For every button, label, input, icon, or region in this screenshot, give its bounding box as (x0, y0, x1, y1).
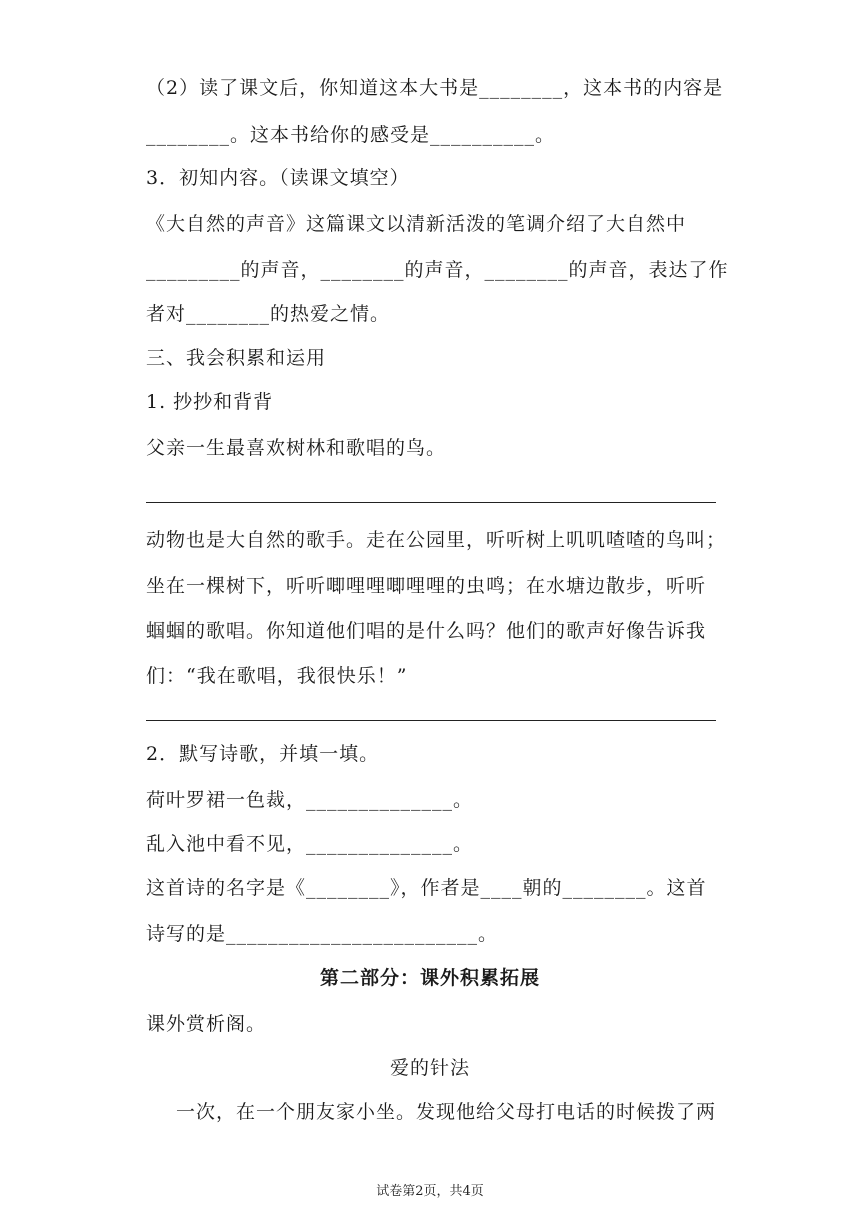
poem-line-2: 乱入池中看不见，______________。 (146, 833, 474, 855)
paragraph-line-4: 们：“我在歌唱，我很快乐！” (146, 665, 408, 687)
question-3-heading: 3．初知内容。（读课文填空） (146, 167, 410, 189)
reading-label: 课外赏析阁。 (146, 1013, 267, 1035)
poem-question-line-2: 诗写的是________________________。 (146, 923, 499, 945)
copy-sentence: 父亲一生最喜欢树林和歌唱的鸟。 (146, 437, 447, 459)
question-3-line-2: _________的声音，________的声音，________的声音，表达了作 (146, 259, 729, 281)
question-3-line-1: 《大自然的声音》这篇课文以清新活泼的笔调介绍了大自然中 (146, 213, 687, 235)
story-title: 爱的针法 (389, 1057, 470, 1079)
paragraph-line-1: 动物也是大自然的歌手。走在公园里，听听树上叽叽喳喳的鸟叫； (146, 529, 727, 551)
question-3-line-3: 者对________的热爱之情。 (146, 303, 391, 325)
question-2-2-line-1: （2）读了课文后，你知道这本大书是________，这本书的内容是 (146, 77, 724, 99)
paragraph-line-3: 蝈蝈的歌唱。你知道他们唱的是什么吗？他们的歌声好像告诉我 (146, 620, 707, 642)
poem-heading: 2．默写诗歌，并填一填。 (146, 743, 380, 765)
poem-question-line-1: 这首诗的名字是《________》，作者是____朝的________。这首 (146, 877, 707, 899)
paragraph-line-2: 坐在一棵树下，听听唧哩哩唧哩哩的虫鸣；在水塘边散步，听听 (146, 575, 707, 597)
question-2-2-line-2: ________。这本书给你的感受是__________。 (146, 124, 556, 146)
section-three-heading: 三、我会积累和运用 (146, 347, 327, 369)
writing-line-2 (146, 720, 716, 721)
section-title: 第二部分：课外积累拓展 (319, 967, 540, 989)
writing-line-1 (146, 502, 716, 503)
page-footer: 试卷第2页，共4页 (376, 1184, 484, 1199)
copy-task-heading: 1. 抄抄和背背 (146, 391, 274, 413)
story-first-line: 一次，在一个朋友家小坐。发现他给父母打电话的时候拨了两 (176, 1101, 717, 1123)
poem-line-1: 荷叶罗裙一色裁，______________。 (146, 789, 474, 811)
